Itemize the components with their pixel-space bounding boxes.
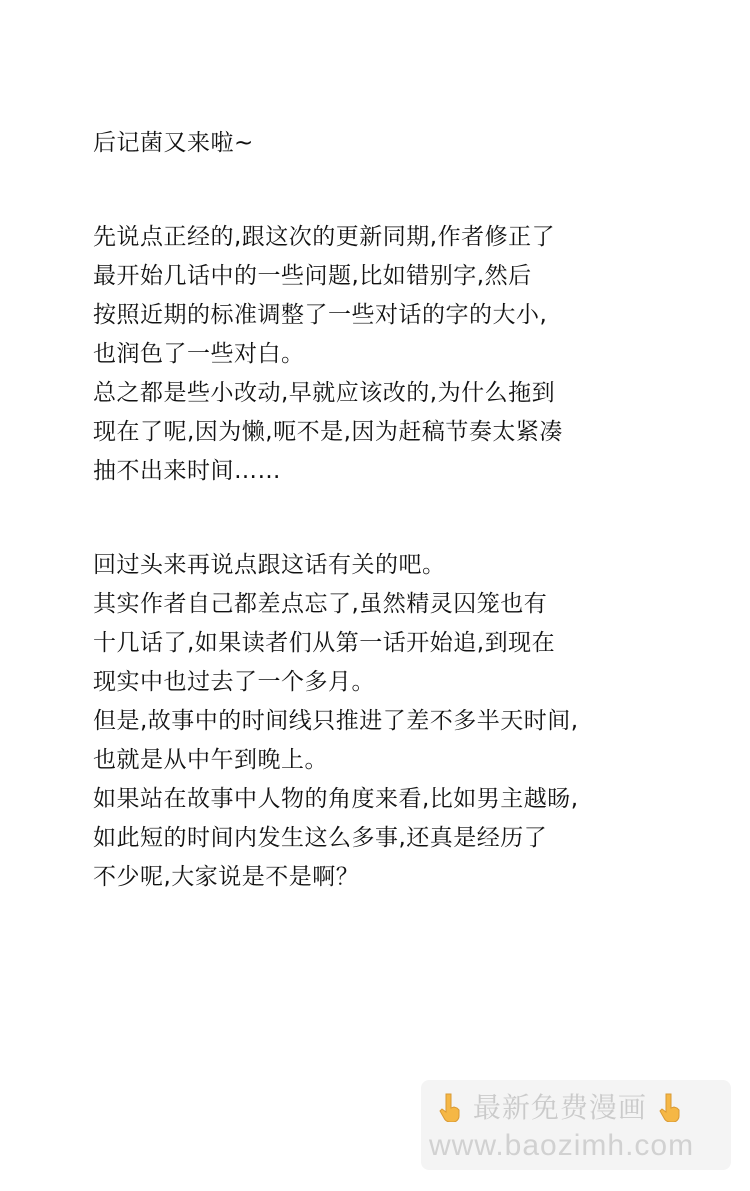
- paragraph-1-line-5: 总之都是些小改动,早就应该改的,为什么拖到: [93, 380, 556, 406]
- watermark-line-1: 最新免费漫画: [472, 1091, 647, 1124]
- postscript-text: [93, 124, 693, 897]
- watermark[interactable]: [421, 1080, 731, 1170]
- paragraph-2-line-7: 如果站在故事中人物的角度来看,比如男主越旸,: [93, 786, 579, 812]
- paragraph-spacer: [93, 163, 693, 218]
- paragraph-1-line-1: 先说点正经的,跟这次的更新同期,作者修正了: [93, 224, 556, 250]
- paragraph-2-line-5: 但是,故事中的时间线只推进了差不多半天时间,: [93, 708, 579, 734]
- paragraph-2-line-6: 也就是从中午到晚上。: [93, 747, 328, 773]
- paragraph-2-line-9: 不少呢,大家说是不是啊？: [93, 864, 360, 890]
- paragraph-1-line-4: 也润色了一些对白。: [93, 341, 305, 367]
- paragraph-1-line-6: 现在了呢,因为懒,呃不是,因为赶稿节奏太紧凑: [93, 419, 563, 445]
- pointing-down-hand-icon: [657, 1092, 683, 1122]
- paragraph-2-line-8: 如此短的时间内发生这么多事,还真是经历了: [93, 825, 548, 851]
- watermark-url[interactable]: www.baozimh.com: [429, 1129, 695, 1162]
- paragraph-1-line-3: 按照近期的标准调整了一些对话的字的大小,: [93, 302, 548, 328]
- document-title: 后记菌又来啦~: [93, 130, 254, 156]
- paragraph-spacer: [93, 491, 693, 546]
- paragraph-2-line-4: 现实中也过去了一个多月。: [93, 669, 375, 695]
- pointing-down-hand-icon: [437, 1092, 463, 1122]
- paragraph-2-line-3: 十几话了,如果读者们从第一话开始追,到现在: [93, 630, 556, 656]
- paragraph-1-line-7: 抽不出来时间……: [93, 458, 281, 484]
- paragraph-2-line-1: 回过头来再说点跟这话有关的吧。: [93, 552, 446, 578]
- paragraph-1-line-2: 最开始几话中的一些问题,比如错别字,然后: [93, 263, 532, 289]
- paragraph-2-line-2: 其实作者自己都差点忘了,虽然精灵囚笼也有: [93, 591, 548, 617]
- watermark-promo: [437, 1090, 717, 1126]
